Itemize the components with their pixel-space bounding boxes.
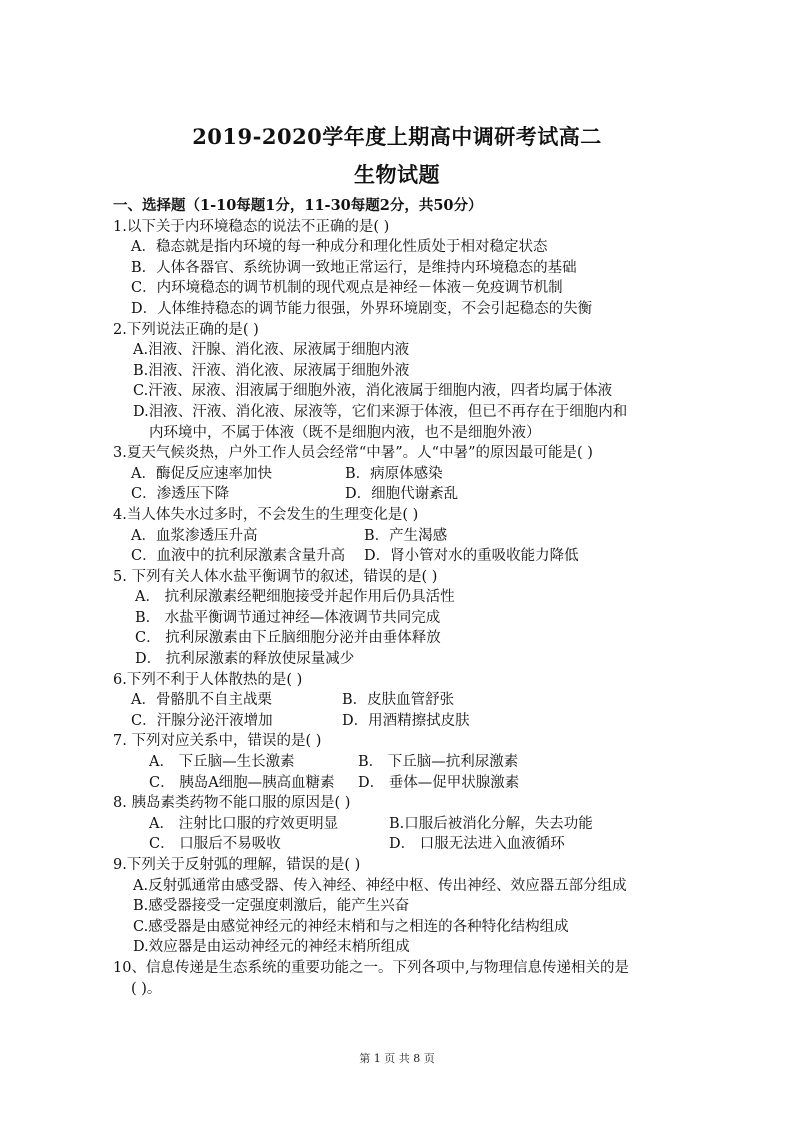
question-8-option-d: D． 口服无法进入血液循环 (389, 836, 565, 853)
question-5-option-c: C． 抗利尿激素由下丘脑细胞分泌并由垂体释放 (135, 630, 441, 647)
question-8-option-c: C． 口服后不易吸收 (149, 836, 281, 853)
question-2-option-c: C.汗液、尿液、泪液属于细胞外液，消化液属于细胞内液，四者均属于体液 (133, 383, 613, 400)
question-1-option-d: D．人体维持稳态的调节能力很强，外界环境剧变，不会引起稳态的失衡 (131, 300, 593, 317)
question-3-option-c: C．渗透压下降 (131, 486, 230, 503)
question-3-option-d: D．细胞代谢紊乱 (345, 486, 459, 503)
question-6-option-a: A．骨骼肌不自主战栗 (131, 692, 272, 709)
question-3-option-a: A．酶促反应速率加快 (131, 465, 272, 482)
question-3-options-row-2 (113, 484, 693, 505)
section-heading: 一、选择题（1-10每题1分，11-30每题2分，共50分） (113, 197, 483, 214)
question-6-options-row-1 (113, 690, 693, 711)
question-7-stem: 7. 下列对应关系中，错误的是( ) (113, 733, 322, 750)
question-2-stem: 2.下列说法正确的是( ) (113, 321, 259, 338)
question-4-stem: 4.当人体失水过多时，不会发生的生理变化是( ) (113, 506, 419, 523)
page-number: 第 1 页 共 8 页 (359, 1052, 435, 1065)
question-6-option-d: D．用酒精擦拭皮肤 (342, 712, 470, 729)
question-5-option-b: B． 水盐平衡调节通过神经—体液调节共同完成 (135, 609, 441, 626)
question-6-options-row-2 (113, 711, 693, 732)
question-9-option-d: D.效应器是由运动神经元的神经末梢所组成 (133, 939, 410, 956)
question-3-stem: 3.夏天气候炎热，户外工作人员会经常“中暑”。人“中暑”的原因最可能是( ) (113, 445, 593, 462)
question-7-option-a: A． 下丘脑—生长激素 (149, 754, 295, 771)
question-list (113, 196, 693, 999)
question-1-stem: 1.以下关于内环境稳态的说法不正确的是( ) (113, 218, 390, 235)
question-4-options-row-1 (113, 526, 693, 547)
question-9-stem: 9.下列关于反射弧的理解，错误的是( ) (113, 857, 361, 873)
question-8-option-b: B.口服后被消化分解，失去功能 (389, 815, 593, 832)
question-4-option-a: A．血浆渗透压升高 (131, 527, 258, 544)
question-4-option-b: B．产生渴感 (364, 527, 448, 544)
question-10-stem-continuation: ( )。 (131, 980, 162, 997)
question-9-option-a: A.反射弧通常由感受器、传入神经、神经中枢、传出神经、效应器五部分组成 (133, 877, 627, 894)
question-7-options-row-1 (113, 752, 693, 773)
question-9-option-c: C.感受器是由感觉神经元的神经末梢和与之相连的各种特化结构组成 (133, 918, 569, 935)
question-2-option-a: A.泪液、汗腺、消化液、尿液属于细胞内液 (133, 342, 410, 359)
question-4-options-row-2 (113, 546, 693, 567)
question-2-option-b: B.泪液、汗液、消化液、尿液属于细胞外液 (133, 362, 410, 379)
question-1-option-a: A．稳态就是指内环境的每一种成分和理化性质处于相对稳定状态 (131, 239, 548, 256)
question-8-options-row-2 (113, 834, 693, 855)
question-5-option-d: D． 抗利尿激素的释放使尿量减少 (135, 651, 355, 668)
question-6-option-b: B．皮肤血管舒张 (342, 692, 455, 709)
question-1-option-b: B．人体各器官、系统协调一致地正常运行，是维持内环境稳态的基础 (131, 259, 577, 276)
question-8-option-a: A． 注射比口服的疗效更明显 (149, 815, 339, 832)
question-7-option-c: C． 胰岛A细胞—胰高血糖素 (149, 774, 335, 791)
question-1-option-c: C．内环境稳态的调节机制的现代观点是神经－体液－免疫调节机制 (131, 280, 563, 297)
question-10-stem: 10、信息传递是生态系统的重要功能之一。下列各项中,与物理信息传递相关的是 (113, 959, 630, 976)
exam-title: 2019-2020学年度上期高中调研考试高二 (192, 124, 602, 149)
question-2-option-d-continuation: 内环境中，不属于体液（既不是细胞内液，也不是细胞外液） (149, 424, 541, 441)
question-9-option-b: B.感受器接受一定强度刺激后，能产生兴奋 (133, 898, 410, 915)
question-8-options-row-1 (113, 814, 693, 835)
question-7-options-row-2 (113, 773, 693, 794)
question-8-stem: 8. 胰岛素类药物不能口服的原因是( ) (113, 795, 351, 812)
question-6-option-c: C．汗腺分泌汗液增加 (131, 712, 273, 729)
question-6-stem: 6.下列不利于人体散热的是( ) (113, 671, 303, 688)
question-4-option-d: D．肾小管对水的重吸收能力降低 (364, 548, 579, 565)
question-3-option-b: B．病原体感染 (345, 465, 443, 482)
question-2-option-d: D.泪液、汗液、消化液、尿液等，它们来源于体液，但已不再存在于细胞内和 (133, 403, 628, 420)
exam-subject-title: 生物试题 (354, 162, 440, 187)
question-4-option-c: C．血液中的抗利尿激素含量升高 (131, 548, 346, 565)
question-7-option-b: B． 下丘脑—抗利尿激素 (358, 754, 519, 771)
question-7-option-d: D． 垂体—促甲状腺激素 (358, 774, 520, 791)
question-5-option-a: A． 抗利尿激素经靶细胞接受并起作用后仍具活性 (135, 589, 455, 606)
question-5-stem: 5. 下列有关人体水盐平衡调节的叙述，错误的是( ) (113, 568, 438, 585)
question-3-options-row-1 (113, 464, 693, 485)
